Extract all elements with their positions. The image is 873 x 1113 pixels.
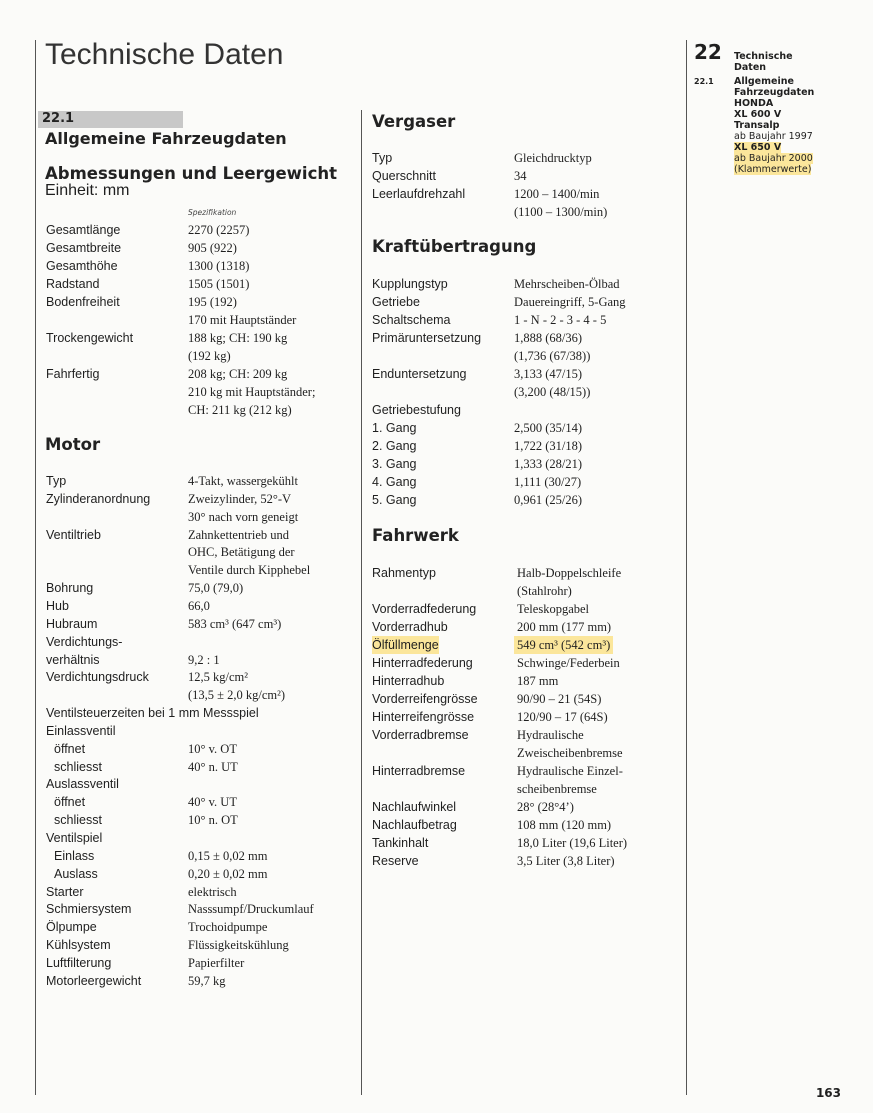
spec-label: Hinterradbremse [372, 764, 466, 778]
abmessungen-heading: Abmessungen und Leergewicht [45, 164, 337, 183]
spec-label: Ventilsteuerzeiten bei 1 mm Messspiel [46, 706, 259, 721]
spec-value: 75,0 (79,0) [188, 581, 244, 596]
sidebar-brand: HONDA [734, 98, 774, 109]
spec-value: 40° v. UT [188, 795, 237, 810]
sidebar-rule [686, 40, 687, 1095]
spec-value: 18,0 Liter (19,6 Liter) [517, 836, 628, 850]
spec-value: Dauereingriff, 5-Gang [514, 295, 626, 309]
spec-label: verhältnis [46, 652, 100, 667]
spec-value: 2,500 (35/14) [514, 421, 583, 435]
spec-row [46, 239, 356, 257]
spec-row [46, 972, 356, 990]
spec-value: 0,15 ± 0,02 mm [188, 848, 268, 863]
spec-row [46, 900, 356, 918]
spec-row [372, 762, 682, 780]
spec-row [372, 275, 682, 293]
spec-value: Teleskopgabel [517, 602, 590, 616]
sidebar-model-2-year: ab Baujahr 2000 [734, 153, 813, 164]
spec-row [46, 347, 356, 365]
spec-row [46, 936, 356, 954]
chapter-title [734, 51, 793, 73]
spec-label: Motorleergewicht [46, 973, 142, 988]
spec-row [372, 203, 682, 221]
spec-row [46, 793, 356, 811]
spec-row [46, 829, 356, 847]
sidebar-model-1-name: Transalp [734, 120, 780, 131]
spec-label: Ventilspiel [46, 831, 103, 845]
spec-label: Hinterradhub [372, 674, 445, 688]
spec-value: 1,722 (31/18) [514, 439, 583, 453]
spec-row [372, 347, 682, 365]
sidebar-section [734, 76, 834, 175]
spec-label: Starter [46, 884, 84, 899]
spec-value: scheibenbremse [517, 782, 597, 796]
spec-row [46, 883, 356, 901]
spec-value: Zweizylinder, 52°-V [188, 491, 292, 506]
spec-row [372, 654, 682, 672]
spec-value: 1 - N - 2 - 3 - 4 - 5 [514, 313, 607, 327]
spec-row [46, 401, 356, 419]
spec-label: öffnet [54, 741, 86, 756]
spec-value: (13,5 ± 2,0 kg/cm²) [188, 688, 286, 703]
spec-label: Trockengewicht [46, 331, 134, 345]
spec-label: Reserve [372, 854, 419, 868]
spec-value: 10° n. OT [188, 813, 238, 828]
vergaser-heading: Vergaser [372, 112, 456, 131]
spec-row [46, 383, 356, 401]
spec-label: Spezifikation [188, 208, 237, 217]
spec-label: Hub [46, 598, 69, 613]
spec-value: 3,133 (47/15) [514, 367, 583, 381]
spec-label: Radstand [46, 277, 100, 291]
spec-label: Kühlsystem [46, 938, 111, 953]
spec-value: 28° (28°4’) [517, 800, 574, 814]
spec-row [46, 847, 356, 865]
spec-label: Auslass [54, 866, 98, 881]
page-number: 163 [815, 1086, 841, 1100]
spec-value: Zweischeibenbremse [517, 746, 623, 760]
spec-value: 1,888 (68/36) [514, 331, 583, 345]
spec-value: 108 mm (120 mm) [517, 818, 612, 832]
spec-value: OHC, Betätigung der [188, 545, 295, 560]
section-number: 22.1 [42, 111, 75, 126]
spec-row [46, 775, 356, 793]
spec-row [46, 918, 356, 936]
spec-row [372, 582, 682, 600]
spec-value: 59,7 kg [188, 973, 226, 988]
spec-value: 9,2 : 1 [188, 652, 220, 667]
chapter-title-line-1: Technische [734, 51, 793, 62]
spec-value: 195 (192) [188, 295, 237, 309]
spec-value: 90/90 – 21 (54S) [517, 692, 602, 706]
spec-label: 3. Gang [372, 457, 417, 471]
spec-label: Typ [372, 151, 393, 165]
spec-label: Gesamtlänge [46, 223, 121, 237]
spec-label: 1. Gang [372, 421, 417, 435]
spec-value: 40° n. UT [188, 759, 238, 774]
spec-row [372, 852, 682, 870]
spec-row [372, 636, 682, 654]
spec-label: Bodenfreiheit [46, 295, 120, 309]
sidebar-model-1-year: ab Baujahr 1997 [734, 131, 813, 142]
spec-row [372, 726, 682, 744]
left-margin-rule [35, 40, 36, 1095]
spec-row [46, 561, 356, 579]
spec-value: 200 mm (177 mm) [517, 620, 612, 634]
spec-label: Tankinhalt [372, 836, 429, 850]
spec-label: Hinterradfederung [372, 656, 473, 670]
spec-label: Einlassventil [46, 723, 116, 738]
sidebar-section-title-1: Allgemeine [734, 76, 794, 87]
spec-row [372, 437, 682, 455]
spec-value: Trochoidpumpe [188, 920, 268, 935]
spec-label: Schaltschema [372, 313, 451, 327]
spec-row [372, 455, 682, 473]
column-divider [361, 110, 362, 1095]
spec-row [46, 311, 356, 329]
spec-row [46, 758, 356, 776]
spec-label: Vorderradhub [372, 620, 448, 634]
spec-value: 1505 (1501) [188, 277, 250, 291]
spec-label: Bohrung [46, 581, 94, 596]
spec-row [372, 293, 682, 311]
spec-value: Zahnkettentrieb und [188, 527, 290, 542]
spec-row [46, 472, 356, 490]
sidebar-section-number: 22.1 [694, 77, 714, 86]
spec-row [46, 508, 356, 526]
spec-value: 1,111 (30/27) [514, 475, 582, 489]
spec-label: öffnet [54, 795, 86, 810]
spec-value: 187 mm [517, 674, 559, 688]
spec-row [46, 293, 356, 311]
fahrwerk-heading: Fahrwerk [372, 526, 459, 545]
spec-label: Fahrfertig [46, 367, 100, 381]
spec-row [372, 816, 682, 834]
spec-row [372, 473, 682, 491]
spec-value: Nasssumpf/Druckumlauf [188, 902, 314, 917]
spec-label: Vorderradfederung [372, 602, 477, 616]
spec-row [372, 383, 682, 401]
spec-value: CH: 211 kg (212 kg) [188, 403, 292, 417]
spec-value: 1,333 (28/21) [514, 457, 583, 471]
spec-row [372, 419, 682, 437]
spec-row [372, 564, 682, 582]
spec-row [372, 798, 682, 816]
spec-row [46, 668, 356, 686]
spec-label: Querschnitt [372, 169, 436, 183]
spec-row [46, 722, 356, 740]
spec-row [46, 490, 356, 508]
spec-value: Hydraulische Einzel- [517, 764, 623, 778]
spec-row [372, 744, 682, 762]
spec-value: 10° v. OT [188, 741, 237, 756]
spec-value: 1300 (1318) [188, 259, 250, 273]
sidebar-section-title-2: Fahrzeugdaten [734, 87, 815, 98]
spec-value: 66,0 [188, 598, 210, 613]
spec-row [372, 149, 682, 167]
spec-label: Nachlaufbetrag [372, 818, 457, 832]
spec-row [372, 185, 682, 203]
spec-label: Nachlaufwinkel [372, 800, 457, 814]
spec-label: 4. Gang [372, 475, 417, 489]
spec-row [372, 365, 682, 383]
spec-value: (3,200 (48/15)) [514, 385, 591, 399]
spec-value: 2270 (2257) [188, 223, 250, 237]
chapter-number: 22 [694, 40, 722, 64]
spec-row [372, 491, 682, 509]
spec-row [46, 526, 356, 544]
spec-value: Flüssigkeitskühlung [188, 938, 289, 953]
spec-row [46, 954, 356, 972]
spec-label: Einlass [54, 848, 95, 863]
sidebar-model-2: XL 650 V [734, 142, 782, 153]
spec-label: Schmiersystem [46, 902, 132, 917]
spec-value: Ventile durch Kipphebel [188, 563, 311, 578]
spec-row [372, 618, 682, 636]
spec-label: Leerlaufdrehzahl [372, 187, 466, 201]
spec-label: Typ [46, 474, 67, 488]
spec-value: (192 kg) [188, 349, 231, 363]
spec-label: Kupplungstyp [372, 277, 448, 291]
spec-label: Getriebestufung [372, 403, 461, 417]
spec-row [372, 834, 682, 852]
spec-value: Gleichdrucktyp [514, 151, 592, 165]
page-title: Technische Daten [45, 38, 284, 71]
spec-value: Mehrscheiben-Ölbad [514, 277, 620, 291]
spec-value: 34 [514, 169, 527, 183]
spec-value: 12,5 kg/cm² [188, 670, 248, 685]
sidebar [694, 40, 834, 175]
spec-label: Vorderradbremse [372, 728, 469, 742]
spec-row [46, 740, 356, 758]
spec-value: 210 kg mit Hauptständer; [188, 385, 316, 399]
spec-value: 208 kg; CH: 209 kg [188, 367, 288, 381]
spec-label: Luftfilterung [46, 955, 112, 970]
spec-label: Enduntersetzung [372, 367, 467, 381]
spec-row [46, 811, 356, 829]
spec-value: (Stahlrohr) [517, 584, 572, 598]
spec-value: Schwinge/Federbein [517, 656, 620, 670]
spec-label: Verdichtungs- [46, 634, 123, 649]
spec-row [46, 704, 356, 722]
spec-label: Verdichtungsdruck [46, 670, 149, 685]
spec-value: 120/90 – 17 (64S) [517, 710, 608, 724]
spec-row [46, 257, 356, 275]
spec-row [46, 597, 356, 615]
spec-row [372, 672, 682, 690]
spec-row [372, 167, 682, 185]
spec-label: Ventiltrieb [46, 527, 101, 542]
spec-label: schliesst [54, 813, 102, 828]
spec-label: Gesamthöhe [46, 259, 118, 273]
spec-row [46, 543, 356, 561]
spec-row [46, 579, 356, 597]
spec-value: Halb-Doppelschleife [517, 566, 622, 580]
spec-row [46, 615, 356, 633]
motor-heading: Motor [45, 435, 101, 454]
spec-label: Hubraum [46, 616, 98, 631]
spec-label: 5. Gang [372, 493, 417, 507]
spec-row [46, 651, 356, 669]
spec-label: Gesamtbreite [46, 241, 122, 255]
spec-label: Zylinderanordnung [46, 491, 151, 506]
spec-label: Ölpumpe [46, 920, 97, 935]
spec-label: Auslassventil [46, 777, 119, 792]
spec-value: (1,736 (67/38)) [514, 349, 591, 363]
spec-label: Ölfüllmenge [372, 638, 439, 652]
spec-row [46, 865, 356, 883]
spec-value: 4-Takt, wassergekühlt [188, 474, 298, 488]
spec-label: Rahmentyp [372, 566, 436, 580]
spec-row [46, 365, 356, 383]
spec-value: elektrisch [188, 884, 237, 899]
sidebar-model-1: XL 600 V [734, 109, 782, 120]
spec-value: 0,20 ± 0,02 mm [188, 866, 268, 881]
spec-value: Hydraulische [517, 728, 584, 742]
spec-row [372, 401, 682, 419]
spec-label: Primäruntersetzung [372, 331, 482, 345]
spec-value: 583 cm³ (647 cm³) [188, 616, 282, 631]
spec-row [46, 221, 356, 239]
spec-row [46, 275, 356, 293]
spec-label: Vorderreifengrösse [372, 692, 478, 706]
spec-value: 188 kg; CH: 190 kg [188, 331, 288, 345]
chapter-title-line-2: Daten [734, 62, 767, 73]
spec-row [372, 600, 682, 618]
spec-row [46, 329, 356, 347]
spec-value: 30° nach vorn geneigt [188, 509, 299, 524]
kraft-heading: Kraftübertragung [372, 237, 537, 256]
spec-value: 905 (922) [188, 241, 237, 255]
spec-label: Hinterreifengrösse [372, 710, 475, 724]
spec-value: 0,961 (25/26) [514, 493, 583, 507]
spec-row [372, 708, 682, 726]
spec-label: 2. Gang [372, 439, 417, 453]
spec-value: Papierfilter [188, 955, 245, 970]
spec-value: (1100 – 1300/min) [514, 205, 608, 219]
spec-row [372, 780, 682, 798]
spec-row [46, 686, 356, 704]
sidebar-model-2-note: (Klammerwerte) [734, 164, 812, 175]
spec-row [372, 329, 682, 347]
spec-label: schliesst [54, 759, 102, 774]
section-title: Allgemeine Fahrzeugdaten [45, 129, 287, 148]
spec-value: 3,5 Liter (3,8 Liter) [517, 854, 615, 868]
spec-label: Getriebe [372, 295, 420, 309]
spec-row [372, 311, 682, 329]
spec-row [372, 690, 682, 708]
spec-value: 1200 – 1400/min [514, 187, 600, 201]
spec-value: 549 cm³ (542 cm³) [514, 636, 613, 654]
spec-value: 170 mit Hauptständer [188, 313, 297, 327]
spec-row [46, 633, 356, 651]
unit-label: Einheit: mm [45, 182, 130, 199]
